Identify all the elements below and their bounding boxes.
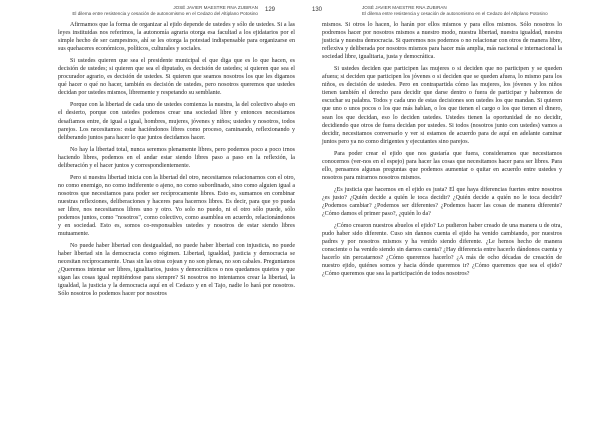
paragraph: No puede haber libertad con desigualdad, no puede haber libertad con injusticia, no puede haber libertad sin la democracia como régimen. Libertad, igualdad, justicia y democracia se necesitan recíprocamente. Unas sin las otras cojean y no son plenas, no son cabales. Preguntamos ¿Queremos intentar ser libres, igualitarios, justos y democráticos o nos quedamos quietos y que sigan las cosas igual repitiéndose para siempre? Si nosotros no intentamos crear la libertad, la igualdad, la justicia y la democracia aquí en el Cedazo y en el Tajo, nadie lo hará por nosotros. Sólo nosotros lo podemos hacer por nosotros: [58, 243, 295, 298]
page-number: 130: [312, 7, 323, 13]
paragraph: No hay la libertad total, nunca seremos plenamente libres, pero podemos poco a poco irnos haciendo libres, podemos en el andar estar siendo libres paso a paso en la reflexión, la deliberación y el hacer juntos y correspondientemente.: [58, 146, 295, 169]
paragraph: Si ustedes deciden que participen las mujeres o si deciden que no participen y se queden afuera; si deciden que participen los jóvenes o si deciden que se queden afuera, lo mismo para los niños, es decisión de ustedes. Pero en contrapartida cómo las mujeres, los jóvenes y los niños tienen también el derecho para decidir que darse dentro o fuera de participar y habremos de escuchar su palabra. Todos y cada uno de estas decisiones son ustedes los que mandan. Si quieren que uno o unos pocos o los que más hablan, o los que tienen el cargo o los que tienen el dinero, sean los que decidan, eso lo deciden ustedes. Ustedes tienen la oportunidad de no decidir, decidiendo que otros de fuera decidan por ustedes. Si todos (nosotros junto con ustedes) vamos a decidir, necesitamos conversarlo y ver si estamos de acuerdo para de aquí en adelante caminar juntos pero ya no como dirigentes y ejecutantes sino parejos.: [322, 66, 562, 145]
running-header: [362, 5, 548, 17]
page-body: [58, 21, 295, 303]
header-title: El dilema entre resistencia y cesación de autonomismo en el Cedazo del Altiplano Potosino: [362, 11, 548, 17]
paragraph: Afirmamos que la forma de organizar al ejido depende de ustedes y sólo de ustedes. Si a las leyes instituidas nos referimos, la autonomía agraria otorga esa facultad a los ejidatarios por el simple hecho de ser campesinos, ahí se les otorga la potestad indispensable para organizarse en sus quehaceres económicos, políticos, culturales y sociales.: [58, 22, 295, 53]
paragraph: ¿Es justicia que hacemos en el ejido es justa? El que haya diferencias fuertes entre nosotros ¿es justo? ¿Quién decide a quién le toca decidir? ¿Quién decide a quién no le toca decidir? ¿Podemos cambiar? ¿Podemos ser diferentes? ¿Podemos hacer las cosas de manera diferente? ¿Cómo damos el primer paso?, ¿quién lo da?: [322, 186, 562, 218]
paragraph: mismos. Si otros lo hacen, lo harán por ellos mismos y para ellos mismos. Sólo nosotros lo podremos hacer por nosotros mismos a nuestro modo, nuestra libertad, nuestra igualdad, nuestra justicia y nuestra democracia. Si queremos nos podemos o no relacionar con otros de manera libre, reflexiva y deliberada por nosotros mismos para hacer más amplia, más nacional e internacional la sociedad libre, igualitaria, justa y democrática.: [322, 22, 562, 61]
paragraph: Pero si nuestra libertad inicia con la libertad del otro, necesitamos relacionarnos con el otro, no como enemigo, no como indiferente o ajeno, no como subordinado, sino como alguien igual a nosotros que necesitamos para poder ser recíprocamente libres. Esto es, sumamos en combinar nuestras reflexiones, deliberaciones y haceres para hacernos libres. Es decir, para que yo pueda ser libre, nos necesitamos libres uno y otro. Yo solo no puedo, ni el otro sólo puede, sólo podemos juntos, como "nosotros", como colectivo, como asamblea en acuerdo, relacionándonos y en sociedad. Esto es, somos co-responsables ustedes y nosotros de estar siendo libres mutuamente.: [58, 174, 295, 238]
right-page: [300, 0, 600, 440]
page-number: 129: [265, 7, 276, 13]
paragraph: Porque con la libertad de cada uno de ustedes comienza la nuestra, la del colectivo abajo en el desierto, porque con ustedes podemos crear una sociedad libre y entonces necesitamos desafiamos entre, de igual a igual, hombres, mujeres, jóvenes y niños; ustedes y nosotros, todos parejos. Los necesitamos: estar haciéndonos libres como proceso, caminando, reflexionando y deliberando juntos para hacer lo que juntos decidamos hacer.: [58, 102, 295, 141]
paragraph: Para poder crear el ejido que nos gustaría que fuera, consideramos que necesitamos conocernos (ver-nos en el espejo) para hacer las cosas que necesitamos hacer para ser libres. Para ello, pensamos algunas preguntas que podemos aumentar o quitar en acuerdo entre ustedes y nosotros para mirarnos nosotros mismos.: [322, 150, 562, 181]
running-header: [72, 5, 258, 17]
header-title: El dilema entre resistencia y cesación de autonomismo en el Cedazo del Altiplano Potosino: [72, 11, 258, 17]
header-author: JOSÉ JAVIER MAESTRE RNA ZUBIRAN: [362, 5, 447, 10]
paragraph: ¿Cómo crearon nuestros abuelos el ejido? Lo pudieron haber creado de una manera u de otra, pudo haber sido diferente. Cuso sin dannos cuenta el ejido ha venido cambiando, por nuestros padres y por nosotros mismos y ha venido siendo diferente. ¿Le hemos hecho de manera consciente o ha venido siendo sin darnos cuenta? ¿Hay diferencia entre hacerlo dándonos cuenta y hacerlo sin percatarnos? ¿Cómo queremos hacerlo? ¿A más de ocho décadas de creación de nuestro ejido, quiénes somos y hacia dónde queremos ir? ¿Cómo queremos que sea el ejido? ¿Cómo queremos que sea la participación de todos nosotros?: [322, 223, 562, 278]
header-author: JOSÉ JAVIER MAESTRE RNA ZUBIRAN: [173, 5, 258, 10]
page-body: [322, 21, 562, 282]
paragraph: Si ustedes quieren que sea el presidente municipal el que diga que es lo que hacen, es decisión de ustedes; si quieren que sea el diputado, es decisión de ustedes; si quieren que sea el procurador agrario, es decisión de ustedes. Si quieren que seamos nosotros los que les digamos qué hacer o qué no hacer, también es decisión de ustedes, pero nosotros queremos que ustedes decidan por ustedes mismos, libremente y respetando su semblante.: [58, 58, 295, 97]
